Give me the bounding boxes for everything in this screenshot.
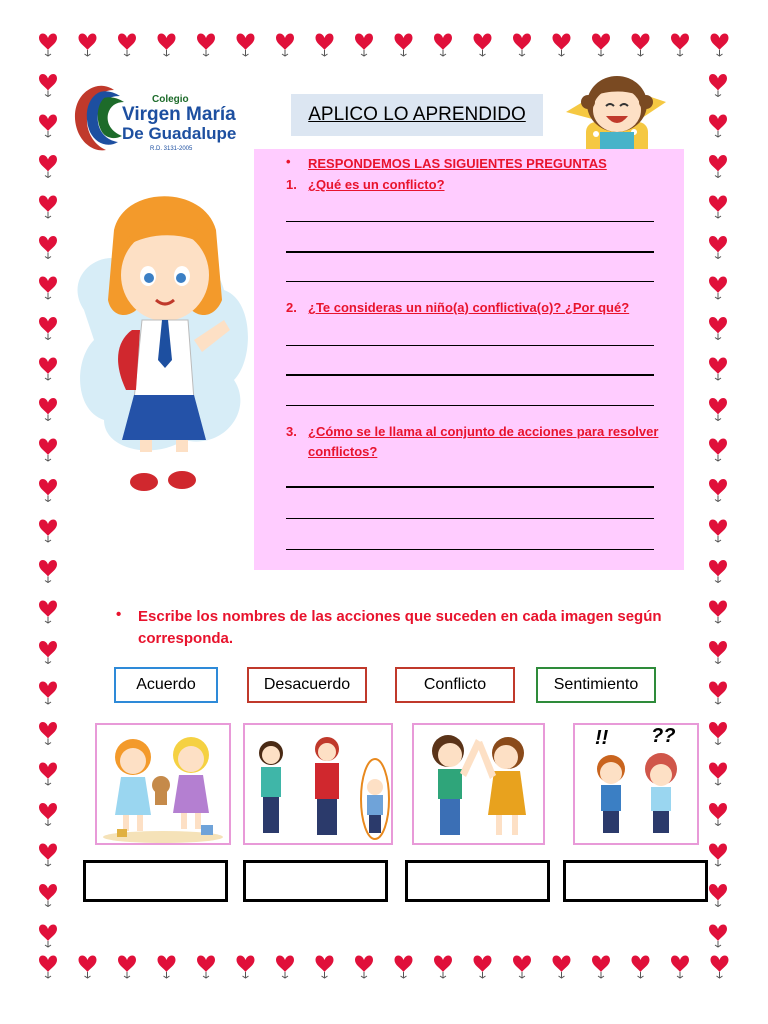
confused-kids-icon [575,725,697,843]
heart-icon [39,641,57,664]
heart-icon [709,196,727,219]
heart-icon [553,34,571,57]
word-acuerdo-label: Acuerdo [136,676,196,693]
kids-high-five-icon [414,725,543,843]
heart-icon [39,34,57,57]
heart-icon [237,34,255,57]
heart-icon [276,34,294,57]
heart-icon [39,317,57,340]
parents-arguing-icon [245,725,391,843]
word-desacuerdo [247,667,367,703]
heart-icon [592,956,610,979]
heart-icon [316,34,334,57]
questions-heading: RESPONDEMOS LAS SIGUIENTES PREGUNTAS [308,156,607,171]
heart-icon [39,520,57,543]
heart-icon [709,115,727,138]
heart-icon [709,641,727,664]
heart-icon [39,398,57,421]
schoolgirl-illustration [64,190,254,500]
word-conflicto [395,667,515,703]
heart-icon [709,560,727,583]
title-box [291,94,543,136]
heart-icon [39,74,57,97]
heart-icon [39,236,57,259]
heart-icon [711,956,729,979]
heart-icon [709,277,727,300]
answer-line-1a[interactable] [286,221,654,222]
heart-icon [709,844,727,867]
heart-icon [671,34,689,57]
word-conflicto-label: Conflicto [423,676,487,693]
heart-icon [709,682,727,705]
heart-icon [513,956,531,979]
school-logo [70,82,237,158]
answer-line-3c[interactable] [286,549,654,550]
heart-icon [709,74,727,97]
heart-icon [39,956,57,979]
heart-icon [434,956,452,979]
question-2-number: 2. [286,300,297,315]
heart-icon [118,34,136,57]
heart-icon [316,956,334,979]
heart-icon [39,722,57,745]
heart-icon [197,34,215,57]
heart-icon [632,34,650,57]
heart-icon [39,479,57,502]
heart-icon [39,115,57,138]
two-girls-fighting-icon [97,725,229,843]
heart-icon [474,34,492,57]
word-sentimiento [536,667,656,703]
heart-icon [709,317,727,340]
heart-icon [39,155,57,178]
heading-bullet: • [286,154,291,169]
heart-icon [553,956,571,979]
answer-line-2b[interactable] [286,374,654,376]
heart-icon [709,925,727,948]
question-marks: ?? [651,725,676,747]
logo-name-line2: De Guadalupe [122,124,237,143]
heart-icon [709,884,727,907]
heart-icon [513,34,531,57]
heart-icon [79,34,97,57]
picture-3 [412,723,545,845]
heart-icon [39,560,57,583]
question-1: ¿Qué es un conflicto? [308,177,445,192]
answer-line-3b[interactable] [286,518,654,519]
heart-icon [39,763,57,786]
word-acuerdo [114,667,218,703]
heart-icon [709,803,727,826]
heart-icon [709,763,727,786]
heart-icon [709,722,727,745]
heart-icon [709,398,727,421]
heart-icon [39,803,57,826]
word-desacuerdo-label: Desacuerdo [263,676,351,693]
logo-emblem-icon [70,82,126,156]
logo-registration: R.D. 3131-2005 [150,146,193,152]
heart-icon [39,277,57,300]
heart-icon [237,956,255,979]
answer-line-1b[interactable] [286,251,654,253]
question-1-number: 1. [286,177,297,192]
heart-icon [276,956,294,979]
picture-2 [243,723,393,845]
exclamation-marks: !! [595,727,609,749]
heart-icon [711,34,729,57]
picture-4 [573,723,699,845]
heart-icon [632,956,650,979]
heart-icon [709,155,727,178]
heart-icon [592,34,610,57]
heart-icon [395,34,413,57]
heart-icon [709,358,727,381]
heart-icon [118,956,136,979]
heart-icon [355,956,373,979]
heart-icon [39,358,57,381]
answer-box-2[interactable] [243,860,388,902]
picture-1 [95,723,231,845]
heart-icon [79,956,97,979]
heart-icon [709,439,727,462]
heart-icon [39,844,57,867]
question-3-line2: conflictos? [308,444,378,459]
heart-icon [39,439,57,462]
happy-girl-illustration [556,62,676,162]
questions-panel [254,149,684,570]
word-sentimiento-label: Sentimiento [553,676,639,693]
heart-icon [395,956,413,979]
question-3-number: 3. [286,424,297,439]
answer-line-2a[interactable] [286,345,654,346]
answer-line-3a[interactable] [286,486,654,488]
instruction-text: Escribe los nombres de las acciones que suceden en cada imagen según corresponda. [138,608,662,647]
heart-icon [39,196,57,219]
heart-icon [355,34,373,57]
logo-name-line1: Virgen María [122,104,236,125]
instruction-bullet: • [116,606,122,623]
heart-icon [434,34,452,57]
heart-icon [39,884,57,907]
heart-icon [709,236,727,259]
heart-icon [709,479,727,502]
heart-icon [39,682,57,705]
heart-icon [197,956,215,979]
heart-icon [709,601,727,624]
heart-icon [39,601,57,624]
answer-box-4[interactable] [563,860,708,902]
question-2: ¿Te consideras un niño(a) conflictiva(o)? ¿Por qué? [308,300,630,315]
page-title: APLICO LO APRENDIDO [308,104,526,125]
heart-icon [158,956,176,979]
answer-box-1[interactable] [83,860,228,902]
question-3-line1: ¿Cómo se le llama al conjunto de acciones para resolver [308,424,659,439]
answer-box-3[interactable] [405,860,550,902]
heart-icon [39,925,57,948]
heart-icon [709,520,727,543]
answer-line-2c[interactable] [286,405,654,406]
heart-icon [671,956,689,979]
heart-icon [158,34,176,57]
logo-colegio-text: Colegio [152,94,189,105]
answer-line-1c[interactable] [286,281,654,282]
heart-icon [474,956,492,979]
